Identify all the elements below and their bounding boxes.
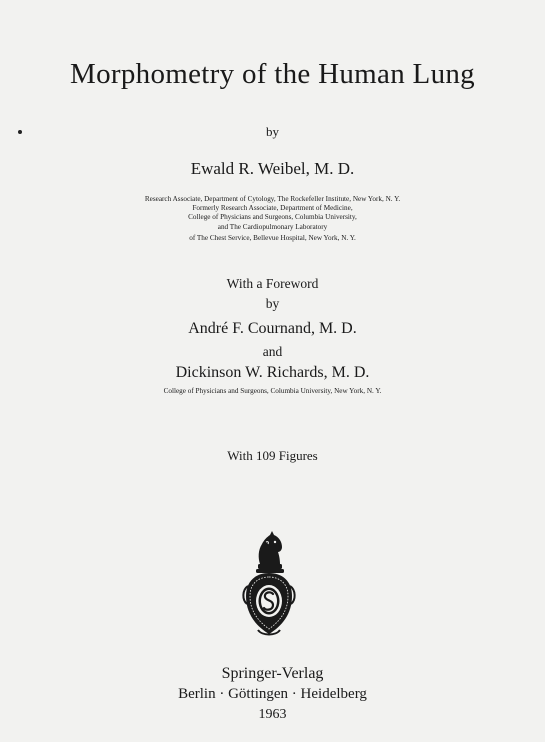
by-label: by <box>266 124 279 139</box>
springer-chess-knight-logo-icon <box>236 530 302 638</box>
figures-count: With 109 Figures <box>227 448 318 463</box>
and-label: and <box>262 344 283 359</box>
author-affiliation-line: and The Cardiopulmonary Laboratory <box>217 223 328 231</box>
foreword-by-label: by <box>265 296 280 311</box>
publisher-name: Springer-Verlag <box>221 665 324 682</box>
author-affiliation-line: College of Physicians and Surgeons, Columbia University, <box>188 213 357 221</box>
author-affiliation-line: Research Associate, Department of Cytology, The Rockefeller Institute, New York, N. Y. <box>144 195 401 203</box>
author-name: Ewald R. Weibel, M. D. <box>190 159 355 178</box>
foreword-author-2: Dickinson W. Richards, M. D. <box>175 364 370 381</box>
foreword-author-1: André F. Cournand, M. D. <box>188 320 357 337</box>
foreword-label: With a Foreword <box>226 276 319 291</box>
publication-year: 1963 <box>258 707 287 722</box>
book-title: Morphometry of the Human Lung <box>70 58 475 90</box>
foreword-affiliation: College of Physicians and Surgeons, Columbia University, New York, N. Y. <box>163 387 382 395</box>
publisher-cities: Berlin · Göttingen · Heidelberg <box>178 686 367 702</box>
author-affiliation-line: Formerly Research Associate, Department of Medicine, <box>192 204 353 212</box>
author-affiliation-line: of The Chest Service, Bellevue Hospital, New York, N. Y. <box>189 234 356 242</box>
